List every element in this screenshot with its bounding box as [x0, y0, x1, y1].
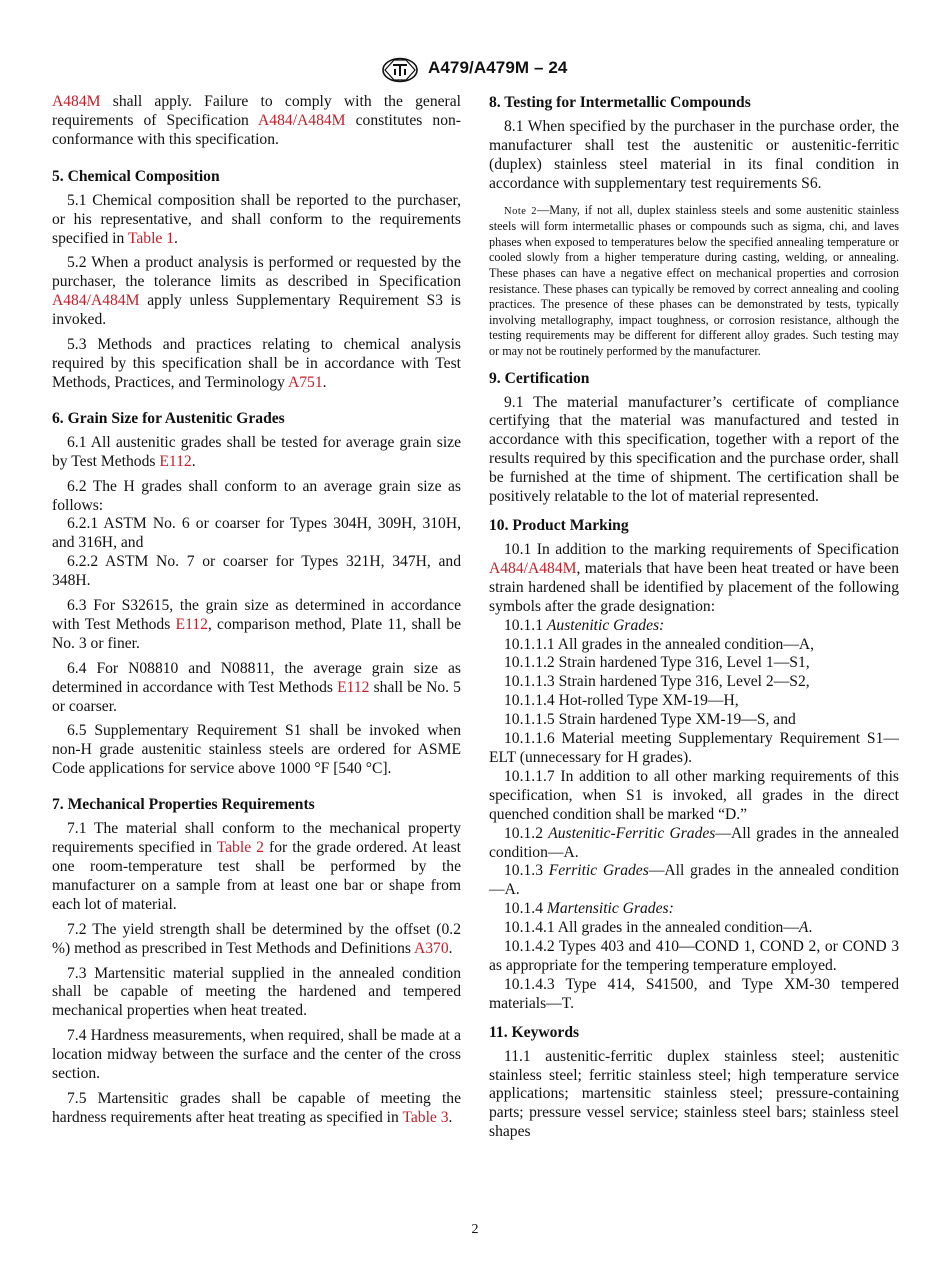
paragraph-8-1: 8.1 When specified by the purchaser in the purchase order, the manufacturer shall test the austenitic or austenitic-ferritic (duplex) stainless steel material in its final condition in accordance with supplementary test requirements S6. — [489, 118, 899, 192]
right-column — [489, 93, 899, 1142]
paragraph-6-1: 6.1 All austenitic grades shall be tested for average grain size by Test Methods E112. — [52, 433, 461, 470]
paragraph-7-3: 7.3 Martensitic material supplied in the annealed condition shall be capable of meeting the hardened and tempered mechanical properties when heat treated. — [52, 964, 461, 1020]
item-10-1-1: 10.1.1 Austenitic Grades: — [504, 616, 665, 634]
paragraph-7-5: 7.5 Martensitic grades shall be capable of meeting the hardness requirements after heat treating as specified in Table 3. — [52, 1089, 461, 1126]
item-10-1-4: 10.1.4 Martensitic Grades: — [504, 900, 674, 918]
item-10-1-4-1: 10.1.4.1 All grades in the annealed condition—A. — [504, 919, 813, 937]
section-heading-10: 10. Product Marking — [489, 517, 629, 534]
astm-logo-icon — [380, 57, 420, 83]
paragraph-6-4: 6.4 For N08810 and N08811, the average grain size as determined in accordance with Test Methods E112 shall be No. 5 or coarser. — [52, 659, 461, 715]
page-header — [0, 57, 950, 83]
paragraph-5-1: 5.1 Chemical composition shall be reported to the purchaser, or his representative, and shall conform to the requirements specified in Table 1. — [52, 191, 461, 247]
link-table-1[interactable]: Table 1 — [127, 229, 175, 247]
link-e112[interactable]: E112 — [159, 452, 192, 470]
section-heading-5: 5. Chemical Composition — [52, 167, 220, 185]
left-column — [52, 93, 461, 1128]
paragraph-6-2: 6.2 The H grades shall conform to an average grain size as follows: — [52, 477, 461, 514]
link-a484-a484m[interactable]: A484/A484M — [52, 292, 140, 310]
item-10-1-1-3: 10.1.1.3 Strain hardened Type 316, Level 2—S2, — [504, 673, 810, 691]
paragraph-11-1: 11.1 austenitic-ferritic duplex stainless steel; austenitic stainless steel; ferritic stainless steel; high temperature service applications; martensitic stainless steel; pressure-containing parts; pressure vessel service; stainless steel bars; stainless steel shapes — [489, 1047, 899, 1141]
paragraph-7-1: 7.1 The material shall conform to the mechanical property requirements specified in Table 2 for the grade ordered. At least one room-temperature test shall be performed by the manufacturer on a sample from at least one bar or shape from each lot of material. — [52, 820, 461, 913]
paragraph-7-4: 7.4 Hardness measurements, when required, shall be made at a location midway between the surface and the center of the cross section. — [52, 1027, 461, 1083]
paragraph-6-2-2: 6.2.2 ASTM No. 7 or coarser for Types 321H, 347H, and 348H. — [52, 553, 461, 590]
paragraph-5-3: 5.3 Methods and practices relating to chemical analysis required by this specification shall be in accordance with Test Methods, Practices, and Terminology A751. — [52, 336, 461, 391]
link-table-2[interactable]: Table 2 — [216, 839, 264, 857]
paragraph-7-2: 7.2 The yield strength shall be determined by the offset (0.2 %) method as prescribed in Test Methods and Definitions A370. — [52, 920, 461, 957]
paragraph-6-2-1: 6.2.1 ASTM No. 6 or coarser for Types 304H, 309H, 310H, and 316H, and — [52, 515, 461, 552]
item-10-1-4-3: 10.1.4.3 Type 414, S41500, and Type XM-30 tempered materials—T. — [489, 975, 899, 1012]
paragraph-6-3: 6.3 For S32615, the grain size as determined in accordance with Test Methods E112, comparison method, Plate 11, shall be No. 3 or finer. — [52, 597, 461, 652]
paragraph-9-1: 9.1 The material manufacturer’s certificate of compliance certifying that the material was manufactured and tested in accordance with this specification, together with a report of the results required by this specification and the purchase order, shall be furnished at the time of shipment. The certification shall be positively relatable to the lot of material represented. — [489, 393, 899, 506]
link-e112[interactable]: E112 — [175, 615, 208, 633]
link-a484m[interactable]: A484M — [52, 93, 101, 110]
item-10-1-4-2: 10.1.4.2 Types 403 and 410—COND 1, COND 2, or COND 3 as appropriate for the tempering temperature employed. — [489, 938, 899, 974]
item-10-1-1-5: 10.1.1.5 Strain hardened Type XM-19—S, and — [504, 711, 796, 729]
paragraph-10-1: 10.1 In addition to the marking requirements of Specification A484/A484M, materials that have been heat treated or have been strain hardened shall be identified by placement of the following symbols after the grade designation: — [489, 541, 899, 615]
note-2: Note 2—Many, if not all, duplex stainless steels and some austenitic stainless steels will form intermetallic phases or compounds such as sigma, chi, and laves phases when exposed to temperatures below the specified annealing temperature or cooled slowly from a higher temperature during casting, welding, or annealing. These phases can have a negative effect on mechanical properties and corrosion resistance. These phases can typically be removed by correct annealing and cooling practices. The presence of these phases can be demonstrated by tests, typically involving metallography, impact toughness, or corrosion resistance, although the testing requirements may be different for different alloy grades. Such testing may or may not be routinely performed by the manufacturer. — [489, 202, 899, 358]
link-table-3[interactable]: Table 3 — [402, 1108, 449, 1126]
link-a484-a484m[interactable]: A484/A484M — [489, 559, 577, 577]
item-10-1-3: 10.1.3 Ferritic Grades—All grades in the annealed condition—A. — [489, 862, 899, 899]
paragraph-5-2: 5.2 When a product analysis is performed or requested by the purchaser, the tolerance limits as described in Specification A484/A484M apply unless Supplementary Requirement S3 is invoked. — [52, 254, 461, 329]
item-10-1-1-6: 10.1.1.6 Material meeting Supplementary Requirement S1—ELT (unnecessary for H grades). — [489, 730, 899, 766]
section-heading-6: 6. Grain Size for Austenitic Grades — [52, 409, 285, 427]
link-a751[interactable]: A751 — [287, 373, 323, 391]
link-a370[interactable]: A370 — [413, 939, 449, 957]
link-a484-a484m[interactable]: A484/A484M — [258, 111, 346, 129]
item-10-1-1-1: 10.1.1.1 All grades in the annealed condition—A, — [504, 635, 815, 653]
item-10-1-1-2: 10.1.1.2 Strain hardened Type 316, Level 1—S1, — [504, 654, 810, 672]
item-10-1-1-7: 10.1.1.7 In addition to all other marking requirements of this specification, when S1 is invoked, all grades in the direct quenched condition shall be marked “D.” — [489, 767, 899, 823]
section-heading-11: 11. Keywords — [489, 1023, 580, 1041]
item-10-1-1-4: 10.1.1.4 Hot-rolled Type XM-19—H, — [504, 692, 739, 710]
item-10-1-2: 10.1.2 Austenitic-Ferritic Grades—All grades in the annealed condition—A. — [489, 824, 899, 861]
section-heading-9: 9. Certification — [489, 369, 590, 387]
note-label: Note 2 — [504, 205, 538, 217]
section-heading-8: 8. Testing for Intermetallic Compounds — [489, 94, 751, 111]
page-number: 2 — [471, 1222, 479, 1237]
document-title: A479/A479M – 24 — [428, 58, 568, 77]
paragraph: A484M shall apply. Failure to comply with the general requirements of Specification A484/A484M constitutes non-conformance with this specification. — [52, 93, 461, 148]
link-e112[interactable]: E112 — [337, 678, 370, 696]
section-heading-7: 7. Mechanical Properties Requirements — [52, 796, 315, 814]
paragraph-6-5: 6.5 Supplementary Requirement S1 shall be invoked when non-H grade austenitic stainless steels are ordered for ASME Code applications for service above 1000 °F [540 °C]. — [52, 722, 461, 778]
